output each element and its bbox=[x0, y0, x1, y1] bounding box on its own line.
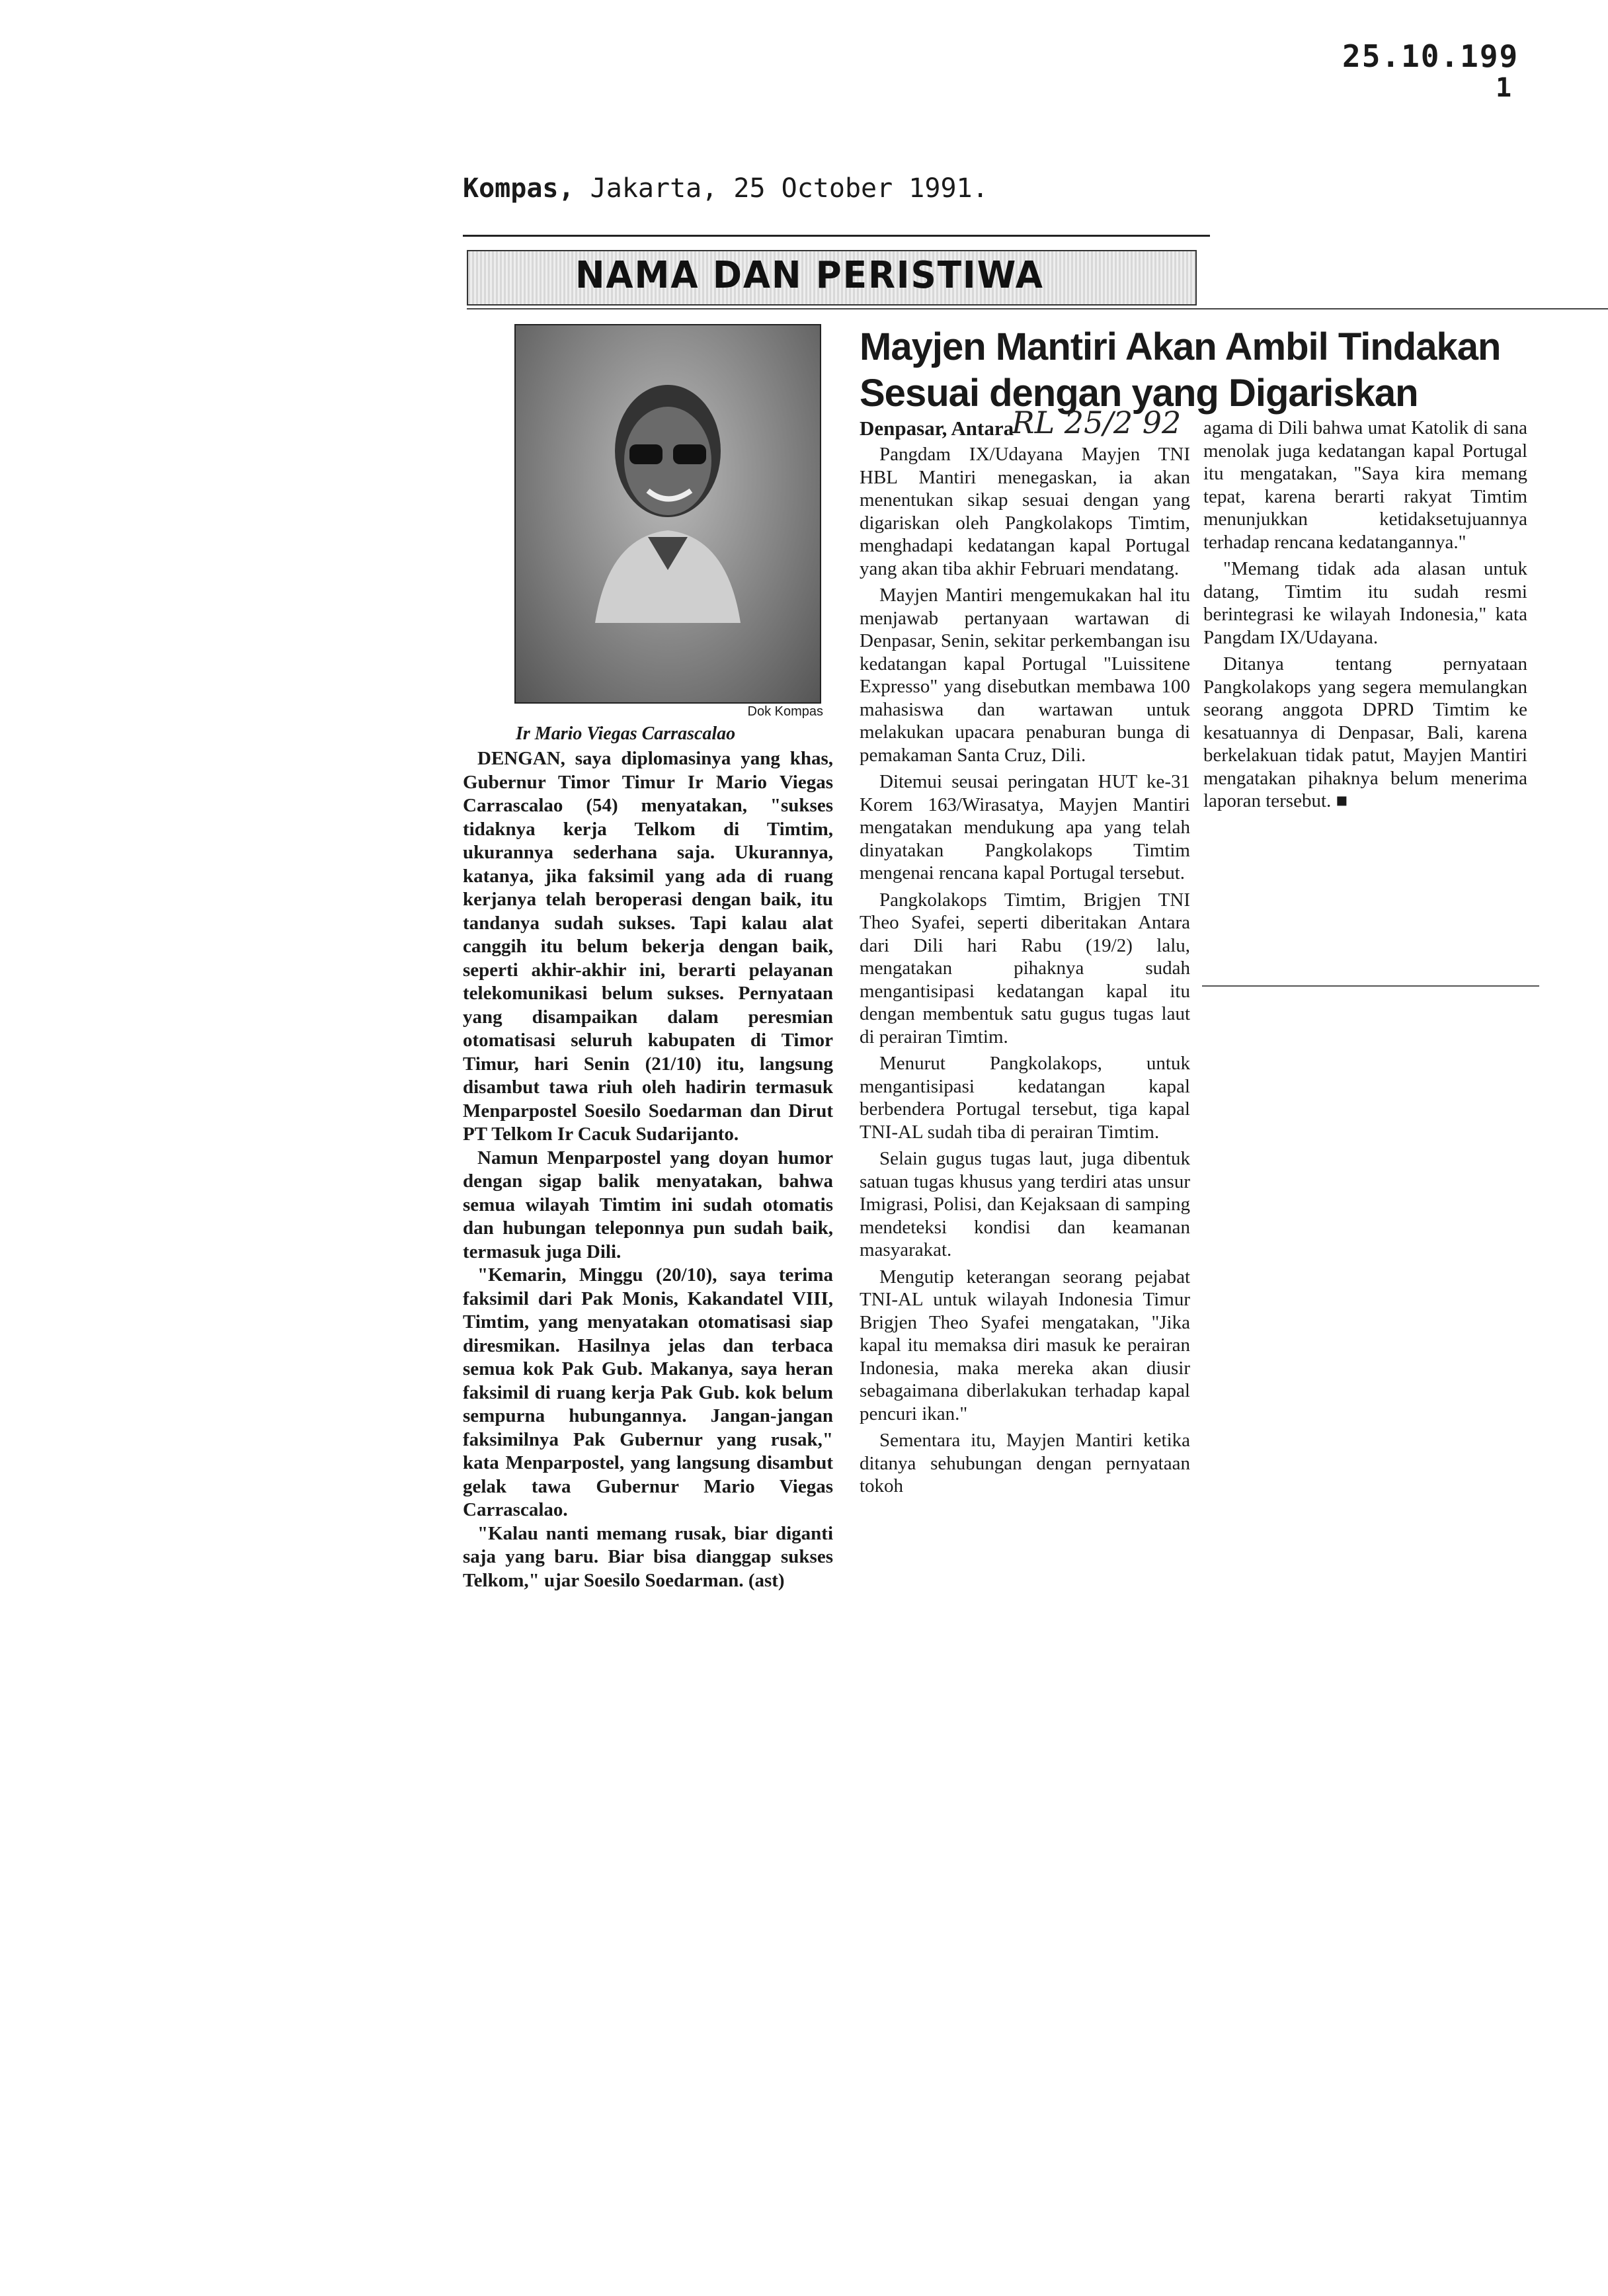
article-paragraph: Mayjen Mantiri mengemukakan hal itu menjawab pertanyaan wartawan di Denpasar, Senin, sekitar perkembangan isu kedatangan kapal Portugal "Luissitene Expresso" yang disebutkan membawa 100 mahasiswa dan wartawan untuk melakukan upacara penaburan bunga di pemakaman Santa Cruz, Dili. bbox=[860, 585, 1190, 766]
banner-rule bbox=[467, 308, 1608, 309]
source-line bbox=[463, 173, 988, 204]
main-article-column-1 bbox=[860, 443, 1190, 1502]
article-paragraph: Pangkolakops Timtim, Brigjen TNI Theo Syafei, seperti diberitakan Antara dari Dili hari Rabu (19/2) lalu, mengatakan pihaknya sudah mengantisipasi kedatangan kapal itu dengan membentuk satu gugus tugas laut di perairan Timtim. bbox=[860, 889, 1190, 1047]
article-paragraph: Pangdam IX/Udayana Mayjen TNI HBL Mantiri menegaskan, ia akan menentukan sikap sesuai dengan yang digariskan oleh Pangkolakops Timtim, menghadapi kedatangan kapal Portugal yang akan tiba akhir Februari mendatang. bbox=[860, 444, 1190, 579]
top-rule bbox=[463, 235, 1210, 237]
handwritten-note: RL 25/2 92 bbox=[1012, 405, 1182, 440]
photo-credit: Dok Kompas bbox=[747, 704, 823, 719]
publication-name: Kompas, bbox=[463, 173, 575, 204]
column-end-rule bbox=[1202, 985, 1539, 987]
article-paragraph: Mengutip keterangan seorang pejabat TNI-AL untuk wilayah Indonesia Timur Brigjen Theo Syafei mengatakan, "Jika kapal itu memaksa diri masuk ke perairan Indonesia, maka mereka akan diusir sebagaimana diberlakukan terhadap kapal pencuri ikan." bbox=[860, 1266, 1190, 1424]
left-paragraph: "Kalau nanti memang rusak, biar diganti saja yang baru. Biar bisa dianggap sukses Telkom," ujar Soesilo Soedarman. (ast) bbox=[463, 1522, 833, 1591]
photo-caption: Ir Mario Viegas Carrascalao bbox=[516, 723, 736, 744]
left-article bbox=[463, 747, 833, 1592]
portrait-photo bbox=[514, 324, 821, 704]
left-paragraph: Namun Menparpostel yang doyan humor dengan sigap balik menyatakan, bahwa semua wilayah Timtim ini sudah otomatis dan hubungan teleponnya pun sudah baik, termasuk juga Dili. bbox=[463, 1147, 833, 1262]
article-paragraph: Sementara itu, Mayjen Mantiri ketika ditanya sehubungan dengan pernyataan tokoh bbox=[860, 1430, 1190, 1496]
headline-line-2: Sesuai dengan yang Digariskan bbox=[860, 372, 1418, 415]
article-paragraph: Menurut Pangkolakops, untuk mengantisipasi kedatangan kapal berbendera Portugal tersebut, tiga kapal TNI-AL sudah tiba di perairan Timtim. bbox=[860, 1053, 1190, 1143]
left-paragraph: "Kemarin, Minggu (20/10), saya terima faksimil dari Pak Monis, Kakandatel VIII, Timtim, yang menyatakan otomatisasi siap diresmikan. Hasilnya jelas dan terbaca semua kok Pak Gub. Makanya, saya heran faksimil di ruang kerja Pak Gub. kok belum sempurna hubungannya. Jangan-jangan faksimilnya Pak Gubernur yang rusak," kata Menparpostel, yang langsung disambut gelak tawa Gubernur Mario Viegas Carrascalao. bbox=[463, 1264, 833, 1520]
section-title: NAMA DAN PERISTIWA bbox=[575, 254, 1044, 297]
article-paragraph: Ditemui seusai peringatan HUT ke-31 Korem 163/Wirasatya, Mayjen Mantiri mengatakan mendukung apa yang telah dinyatakan Pangkolakops Timtim mengenai rencana kapal Portugal tersebut. bbox=[860, 771, 1190, 883]
main-article-column-2 bbox=[1203, 417, 1527, 817]
headline bbox=[860, 324, 1500, 417]
headline-line-1: Mayjen Mantiri Akan Ambil Tindakan bbox=[860, 325, 1501, 368]
article-paragraph: Ditanya tentang pernyataan Pangkolakops yang segera memulangkan seorang anggota DPRD Timtim ke kesatuannya di Denpasar, Bali, karena berkelakuan tidak patut, Mayjen Mantiri mengatakan pihaknya belum menerima laporan tersebut. ■ bbox=[1203, 653, 1527, 811]
dateline: Denpasar, Antara bbox=[860, 417, 1014, 440]
portrait-figure bbox=[582, 372, 754, 623]
article-paragraph: Selain gugus tugas laut, juga dibentuk satuan tugas khusus yang terdiri atas unsur Imigrasi, Polisi, dan Kejaksaan di samping mendeteksi kondisi dan keamanan masyarakat. bbox=[860, 1148, 1190, 1260]
page-number: 1 bbox=[1496, 73, 1512, 103]
article-paragraph: agama di Dili bahwa umat Katolik di sana menolak juga kedatangan kapal Portugal itu mengatakan, "Saya kira memang tepat, karena berarti rakyat Timtim menunjukkan ketidaksetujuannya terhadap rencana kedatangannya." bbox=[1203, 417, 1527, 553]
clipping-date-stamp: 25.10.199 bbox=[1342, 38, 1519, 74]
article-paragraph: "Memang tidak ada alasan untuk datang, Timtim itu sudah resmi berintegrasi ke wilayah Indonesia," kata Pangdam IX/Udayana. bbox=[1203, 558, 1527, 648]
left-paragraph: DENGAN, saya diplomasinya yang khas, Gubernur Timor Timur Ir Mario Viegas Carrascalao (54) menyatakan, "sukses tidaknya kerja Telkom di Timtim, ukurannya sederhana saja. Ukurannya, katanya, jika faksimil yang ada di ruang kerjanya telah beroperasi dengan baik, itu tandanya sudah sukses. Tapi kalau alat canggih itu belum bekerja dengan baik, seperti akhir-akhir ini, berarti pelayanan telekomunikasi belum sukses. Pernyataan yang disampaikan dalam peresmian otomatisasi seluruh kabupaten di Timor Timur, hari Senin (21/10) itu, langsung disambut tawa riuh oleh hadirin termasuk Menparpostel Soesilo Soedarman dan Dirut PT Telkom Ir Cacuk Sudarijanto. bbox=[463, 748, 833, 1145]
source-date: Jakarta, 25 October 1991. bbox=[574, 173, 988, 204]
